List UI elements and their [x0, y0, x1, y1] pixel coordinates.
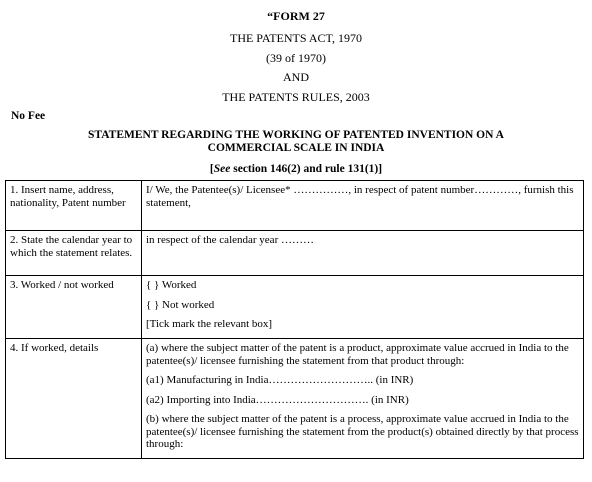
form-table: [5, 180, 584, 459]
row-label: 2. State the calendar year to which the statement relates.: [6, 231, 142, 276]
row-content: [142, 339, 584, 459]
statement-title: [40, 129, 552, 155]
no-fee-label: No Fee: [11, 110, 46, 122]
section-reference-rest: section 146(2) and rule 131(1)]: [230, 163, 383, 175]
form-number: “FORM 27: [267, 9, 325, 23]
statement-title-line1: STATEMENT REGARDING THE WORKING OF PATENTED INVENTION ON A: [88, 129, 504, 141]
tick-instruction: [Tick mark the relevant box]: [146, 318, 273, 330]
row-label: 3. Worked / not worked: [6, 276, 142, 339]
table-row: [6, 181, 584, 231]
item-a1: (a1) Manufacturing in India……………………….. (in INR): [146, 374, 414, 386]
and-label: AND: [283, 70, 309, 84]
row-content: [142, 276, 584, 339]
section-reference-see: See: [213, 163, 231, 175]
act-title: THE PATENTS ACT, 1970: [229, 31, 362, 45]
item-b: (b) where the subject matter of the patent is a process, approximate value accrued in India to the patentee(s)/ licensee furnishing the statement from the product(s) obtained directly by that process through:: [146, 413, 579, 450]
table-row: [6, 339, 584, 459]
item-a: (a) where the subject matter of the patent is a product, approximate value accrued in India to the patentee(s)/ licensee furnishing the statement from that product through:: [146, 342, 569, 367]
act-number: (39 of 1970): [266, 51, 326, 65]
section-reference: [0, 163, 592, 175]
table-row: [6, 231, 584, 276]
table-row: [6, 276, 584, 339]
row-content: in respect of the calendar year ………: [142, 231, 584, 276]
section-reference-open: [: [209, 163, 214, 175]
not-worked-option: { } Not worked: [146, 298, 215, 311]
row-content: I/ We, the Patentee(s)/ Licensee* ……………, in respect of patent number…………, furnish this statement,: [142, 181, 584, 231]
worked-option: { } Worked: [146, 279, 197, 291]
row-label: 4. If worked, details: [6, 339, 142, 459]
rules-title: THE PATENTS RULES, 2003: [222, 90, 370, 104]
item-a2: (a2) Importing into India…………………………. (in INR): [146, 393, 409, 406]
row-label: 1. Insert name, address, nationality, Patent number: [6, 181, 142, 231]
statement-title-line2: COMMERCIAL SCALE IN INDIA: [207, 142, 385, 154]
